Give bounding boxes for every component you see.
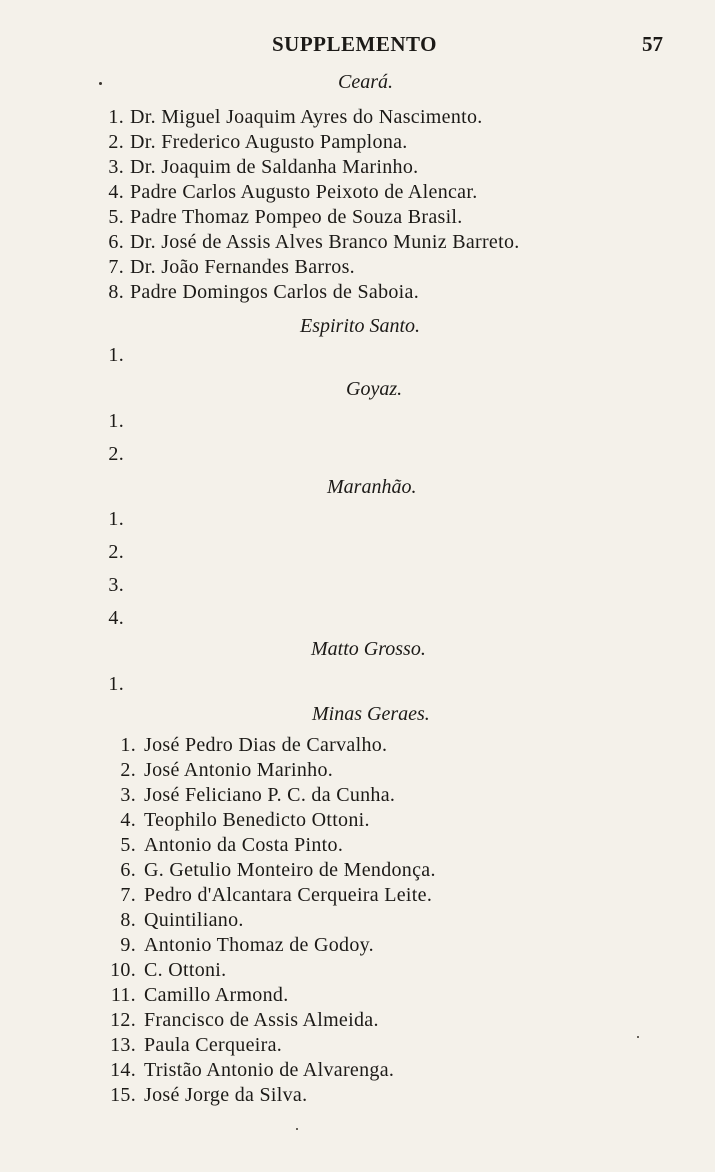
entry-name: Quintiliano. xyxy=(144,909,244,931)
entry-number: 7. xyxy=(108,256,124,278)
entry-name: G. Getulio Monteiro de Mendonça. xyxy=(144,859,436,881)
list-item xyxy=(88,541,130,564)
entry-name: Padre Domingos Carlos de Saboia. xyxy=(130,281,420,303)
entry-number: 11. xyxy=(110,984,136,1006)
entry-name: Dr. Frederico Augusto Pamplona. xyxy=(130,131,408,153)
entry-number: 3. xyxy=(120,784,136,806)
entry-number: 15. xyxy=(110,1084,136,1106)
page-number: 57 xyxy=(642,32,663,56)
entry-name: Pedro d'Alcantara Cerqueira Leite. xyxy=(144,884,433,906)
entry-name: Paula Cerqueira. xyxy=(144,1034,283,1056)
entry-name: José Feliciano P. C. da Cunha. xyxy=(144,784,396,806)
entry-number: 8. xyxy=(108,281,124,303)
entry-number: 2. xyxy=(108,443,124,465)
list-item xyxy=(88,508,130,531)
entry-name: Padre Thomaz Pompeo de Souza Brasil. xyxy=(130,206,463,228)
list-item xyxy=(88,156,418,179)
list-item xyxy=(88,344,130,367)
entry-name: Teophilo Benedicto Ottoni. xyxy=(144,809,370,831)
list-item xyxy=(88,759,333,782)
ink-speck xyxy=(637,1036,639,1038)
entry-number: 7. xyxy=(120,884,136,906)
page-header xyxy=(0,32,715,62)
running-title: SUPPLEMENTO xyxy=(272,32,437,56)
list-item xyxy=(88,574,130,597)
list-item xyxy=(88,734,387,757)
list-item xyxy=(88,984,289,1007)
entry-number: 6. xyxy=(108,231,124,253)
section-title-goyaz: Goyaz. xyxy=(346,378,403,400)
entry-number: 9. xyxy=(120,934,136,956)
list-item xyxy=(88,231,520,254)
ink-speck xyxy=(99,82,102,85)
list-item xyxy=(88,1059,394,1082)
entry-name: Dr. João Fernandes Barros. xyxy=(130,256,355,278)
list-item xyxy=(88,884,432,907)
entry-number: 3. xyxy=(108,574,124,596)
entry-name: Tristão Antonio de Alvarenga. xyxy=(144,1059,395,1081)
list-item xyxy=(88,410,130,433)
entry-number: 6. xyxy=(120,859,136,881)
entry-name: Antonio Thomaz de Godoy. xyxy=(144,934,374,956)
entry-number: 2. xyxy=(108,541,124,563)
list-item xyxy=(88,809,370,832)
entry-number: 1. xyxy=(108,410,124,432)
entry-number: 2. xyxy=(120,759,136,781)
list-item xyxy=(88,1034,282,1057)
list-item xyxy=(88,181,478,204)
entry-number: 5. xyxy=(120,834,136,856)
list-item xyxy=(88,909,244,932)
list-item xyxy=(88,934,374,957)
list-item xyxy=(88,1009,379,1032)
entry-name: Dr. Miguel Joaquim Ayres do Nascimento. xyxy=(130,106,483,128)
section-title-maranhao: Maranhão. xyxy=(327,476,417,498)
entry-number: 1. xyxy=(108,508,124,530)
entry-name: José Jorge da Silva. xyxy=(144,1084,308,1106)
section-title-ceara: Ceará. xyxy=(338,71,393,93)
list-item xyxy=(88,281,419,304)
entry-name: Francisco de Assis Almeida. xyxy=(144,1009,379,1031)
entry-number: 1. xyxy=(120,734,136,756)
list-item xyxy=(88,959,226,982)
entry-name: Camillo Armond. xyxy=(144,984,289,1006)
list-item xyxy=(88,256,355,279)
entry-name: Padre Carlos Augusto Peixoto de Alencar. xyxy=(130,181,478,203)
entry-number: 1. xyxy=(108,344,124,366)
entry-number: 8. xyxy=(120,909,136,931)
entry-number: 14. xyxy=(110,1059,136,1081)
entry-number: 2. xyxy=(108,131,124,153)
section-title-matto-grosso: Matto Grosso. xyxy=(311,638,426,660)
ink-speck xyxy=(296,1128,298,1130)
list-item xyxy=(88,443,130,466)
entry-name: José Pedro Dias de Carvalho. xyxy=(144,734,388,756)
list-item xyxy=(88,131,408,154)
list-item xyxy=(88,784,395,807)
entry-name: José Antonio Marinho. xyxy=(144,759,334,781)
entry-number: 12. xyxy=(110,1009,136,1031)
entry-number: 4. xyxy=(108,181,124,203)
entry-number: 1. xyxy=(108,673,124,695)
section-title-minas-geraes: Minas Geraes. xyxy=(312,703,430,725)
entry-number: 5. xyxy=(108,206,124,228)
entry-number: 4. xyxy=(108,607,124,629)
entry-name: Antonio da Costa Pinto. xyxy=(144,834,344,856)
entry-number: 4. xyxy=(120,809,136,831)
list-item xyxy=(88,607,130,630)
section-title-espirito-santo: Espirito Santo. xyxy=(300,315,421,337)
entry-number: 1. xyxy=(108,106,124,128)
list-item xyxy=(88,859,436,882)
list-item xyxy=(88,206,463,229)
entry-name: Dr. José de Assis Alves Branco Muniz Barreto. xyxy=(130,231,520,253)
list-item xyxy=(88,834,343,857)
list-item xyxy=(88,106,483,129)
entry-number: 3. xyxy=(108,156,124,178)
entry-name: Dr. Joaquim de Saldanha Marinho. xyxy=(130,156,419,178)
list-item xyxy=(88,1084,307,1107)
entry-number: 13. xyxy=(110,1034,136,1056)
list-item xyxy=(88,673,130,696)
entry-number: 10. xyxy=(110,959,136,981)
entry-name: C. Ottoni. xyxy=(144,959,227,981)
